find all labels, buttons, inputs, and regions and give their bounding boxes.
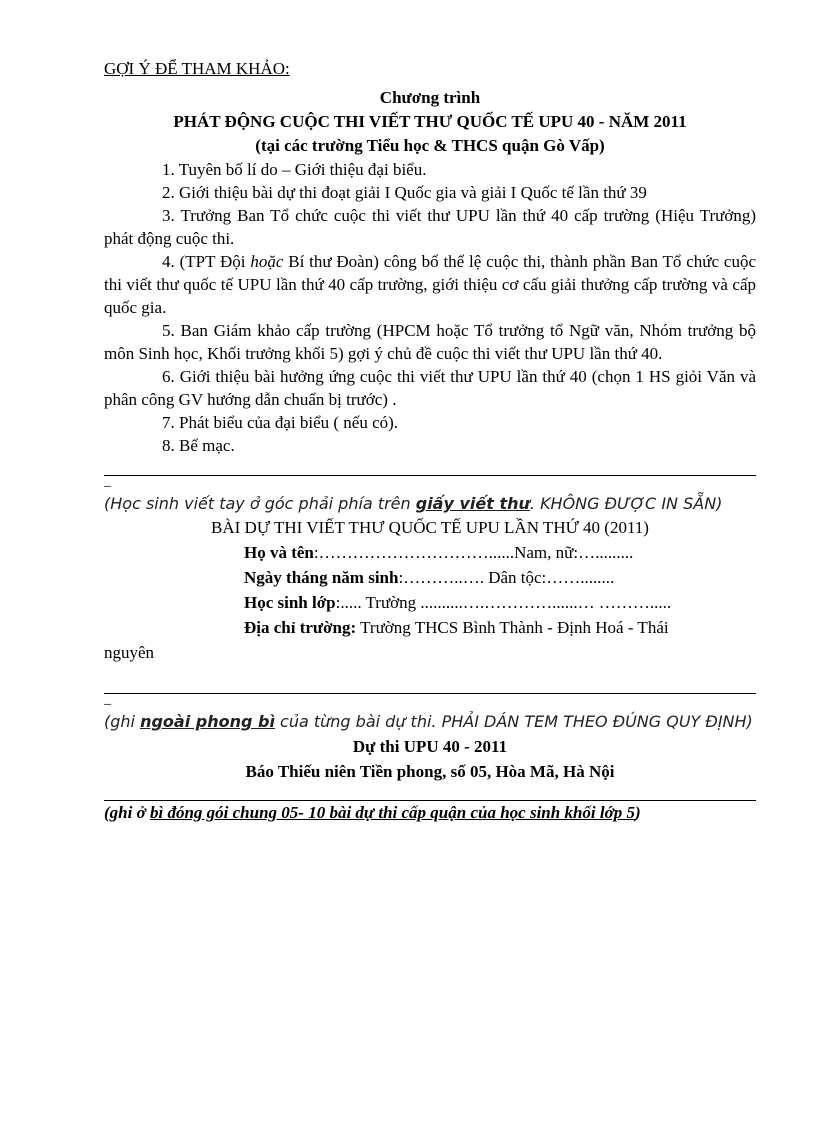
form-row-dob <box>104 565 756 590</box>
list-item: 2. Giới thiệu bài dự thi đoạt giải I Quốc gia và giải I Quốc tế lần thứ 39 <box>162 183 647 202</box>
program-subtitle: (tại các trường Tiểu học & THCS quận Gò Vấp) <box>255 136 605 155</box>
list-item: 7. Phát biểu của đại biểu ( nếu có). <box>162 413 399 432</box>
item4-pre: 4. (TPT Đội <box>162 252 251 271</box>
class-value: :..... Trường ..........….…………......… ………..... <box>335 593 672 612</box>
letter-note-bold: giấy viết thư <box>415 494 530 513</box>
document-page <box>104 58 756 825</box>
school-value: Trường THCS Bình Thành - Định Hoá - Thái <box>356 618 669 637</box>
list-item: 8. Bế mạc. <box>162 436 235 455</box>
pack-note-underlined: bì đóng gói chung 05- 10 bài dự thi cấp quận của học sinh khối lớp 5 <box>149 803 635 822</box>
envelope-note-pre: (ghi <box>104 712 141 731</box>
pack-note-post: ) <box>634 803 641 822</box>
program-title: PHÁT ĐỘNG CUỘC THI VIẾT THƯ QUỐC TẾ UPU 40 - NĂM 2011 <box>173 112 687 131</box>
letter-note <box>104 492 756 516</box>
divider-dash: _ <box>104 474 111 489</box>
pack-note-pre: (ghi ở <box>104 803 150 822</box>
class-label: Học sinh lớp <box>244 593 336 612</box>
letter-note-pre: (Học sinh viết tay ở góc phải phía trên <box>104 494 416 513</box>
item4-post: Bí thư Đoàn) công bố thể lệ cuộc thi, thành phần Ban Tổ chức cuộc thi viết thư quốc tế UPU lần thứ 40 cấp trường, giới thiệu cơ cấu giải thưởng cấp trường và cấp quốc gia. <box>104 252 756 317</box>
address-line-1: Dự thi UPU 40 - 2011 <box>352 737 508 756</box>
mailing-address <box>104 734 756 784</box>
name-value: :…………………………......Nam, nữ:…......... <box>313 543 634 562</box>
hint-label: GỢI Ý ĐỂ THAM KHẢO: <box>104 59 290 78</box>
program-heading: Chương trình <box>379 88 481 107</box>
list-item <box>104 250 756 319</box>
list-item: 5. Ban Giám khảo cấp trường (HPCM hoặc Tổ trưởng tổ Ngữ văn, Nhóm trưởng bộ môn Sinh học, Khối trưởng khối 5) gợi ý chủ đề cuộc thi viết thư UPU lần thứ 40. <box>104 321 756 363</box>
program-items <box>104 158 756 457</box>
envelope-note-post: của từng bài dự thi. PHẢI DÁN TEM THEO ĐÚNG QUY ĐỊNH) <box>274 712 753 731</box>
list-item: 6. Giới thiệu bài hưởng ứng cuộc thi viết thư UPU lần thứ 40 (chọn 1 HS giỏi Văn và phân công GV hướng dẫn chuẩn bị trước) . <box>104 367 756 409</box>
entry-form <box>104 540 756 665</box>
letter-note-post: . KHÔNG ĐƯỢC IN SẴN) <box>529 494 723 513</box>
school-label: Địa chỉ trường: <box>244 618 357 637</box>
dob-value: :………..…. Dân tộc:……........ <box>398 568 615 587</box>
form-row-name <box>104 540 756 565</box>
envelope-note-bold: ngoài phong bì <box>140 712 275 731</box>
form-row-school <box>104 615 756 640</box>
entry-title: BÀI DỰ THI VIẾT THƯ QUỐC TẾ UPU LẦN THỨ 40 (2011) <box>211 518 649 537</box>
form-row-class <box>104 590 756 615</box>
list-item: 3. Trưởng Ban Tổ chức cuộc thi viết thư UPU lần thứ 40 cấp trường (Hiệu Trưởng) phát động cuộc thi. <box>104 206 756 248</box>
address-line-2: Báo Thiếu niên Tiền phong, số 05, Hòa Mã, Hà Nội <box>245 762 615 781</box>
pack-note <box>104 801 756 825</box>
list-item: 1. Tuyên bố lí do – Giới thiệu đại biểu. <box>162 160 427 179</box>
dob-label: Ngày tháng năm sinh <box>244 568 399 587</box>
name-label: Họ và tên <box>244 543 314 562</box>
envelope-note <box>104 710 756 734</box>
item4-italic: hoặc <box>250 252 284 271</box>
form-row-school-wrap: nguyên <box>104 643 155 662</box>
divider-dash: _ <box>104 692 111 707</box>
